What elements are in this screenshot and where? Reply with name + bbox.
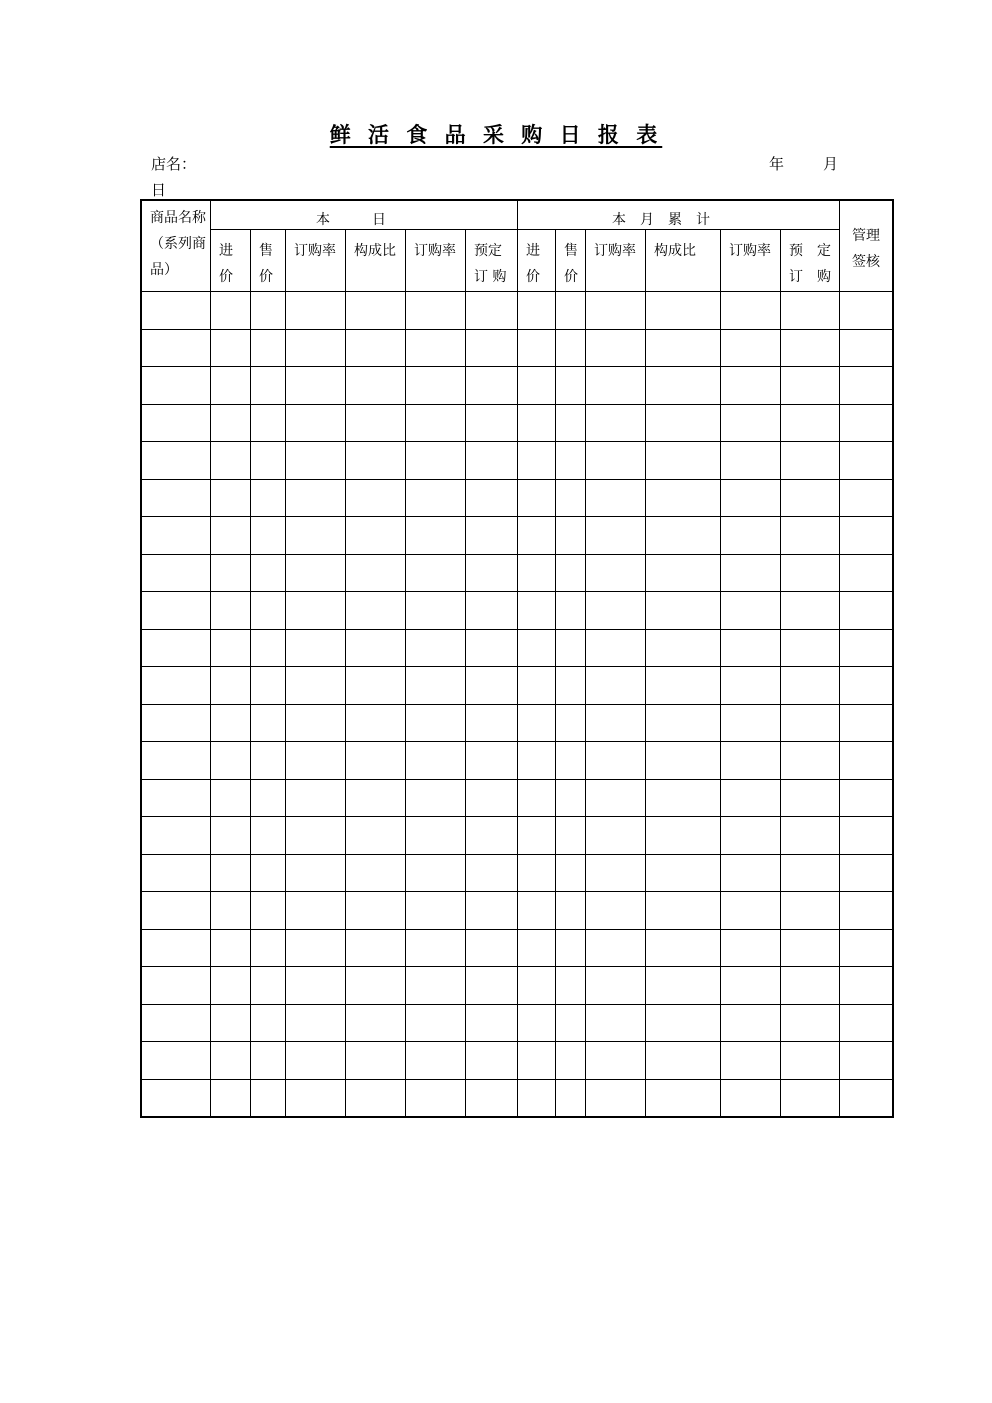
table-row — [140, 629, 894, 630]
column-divider — [285, 229, 286, 1118]
table-row — [140, 779, 894, 780]
purchase-report-table — [140, 199, 894, 1118]
month-col-header-2: 售 — [564, 243, 578, 259]
table-row — [140, 966, 894, 967]
year-label: 年 — [769, 155, 785, 173]
product-series-header: （系列商 — [150, 236, 206, 252]
month-col-header-2-line2: 价 — [564, 269, 578, 285]
today-col-header-4: 构成比 — [354, 243, 396, 259]
table-row — [140, 891, 894, 892]
page-title: 鲜 活 食 品 采 购 日 报 表 — [329, 123, 663, 147]
column-divider — [555, 229, 556, 1118]
column-divider — [345, 229, 346, 1118]
today-col-header-2-line2: 价 — [259, 269, 273, 285]
table-row — [140, 666, 894, 667]
month-col-header-3: 订购率 — [594, 243, 636, 259]
column-divider — [210, 199, 211, 1118]
today-col-header-6-line2: 订 购 — [474, 269, 507, 285]
table-row — [140, 366, 894, 367]
today-group-header: 本 日 — [316, 212, 386, 228]
month-label: 月 — [823, 155, 839, 173]
day-label: 日 — [151, 181, 167, 199]
table-row — [140, 404, 894, 405]
today-col-header-1: 进 — [219, 243, 233, 259]
month-col-header-1-line2: 价 — [526, 269, 540, 285]
month-col-header-4: 构成比 — [654, 243, 696, 259]
table-row — [140, 704, 894, 705]
table-row — [140, 1041, 894, 1042]
management-sign-header-2: 签核 — [852, 254, 880, 270]
month-cumulative-group-header: 本 月 累 计 — [612, 212, 710, 228]
month-col-header-6-line2: 订 购 — [789, 269, 831, 285]
table-row — [140, 291, 894, 292]
product-name-header: 商品名称 — [150, 210, 206, 226]
table-row — [140, 554, 894, 555]
column-divider — [465, 229, 466, 1118]
table-row — [140, 854, 894, 855]
month-col-header-6: 预 定 — [789, 243, 831, 259]
column-divider — [585, 229, 586, 1118]
today-col-header-2: 售 — [259, 243, 273, 259]
table-row — [140, 1079, 894, 1080]
column-divider — [645, 229, 646, 1118]
column-divider — [720, 229, 721, 1118]
column-divider — [780, 229, 781, 1118]
month-col-header-5: 订购率 — [729, 243, 771, 259]
table-row — [140, 329, 894, 330]
today-col-header-1-line2: 价 — [219, 269, 233, 285]
table-row — [140, 1004, 894, 1005]
table-row — [140, 929, 894, 930]
table-row — [140, 816, 894, 817]
table-row — [140, 741, 894, 742]
product-item-header: 品） — [150, 262, 178, 278]
group-divider — [517, 199, 518, 1118]
column-divider — [839, 199, 840, 1118]
month-col-header-1: 进 — [526, 243, 540, 259]
today-col-header-5: 订购率 — [414, 243, 456, 259]
management-sign-header-1: 管理 — [852, 228, 880, 244]
table-row — [140, 441, 894, 442]
table-row — [140, 516, 894, 517]
table-row — [140, 591, 894, 592]
today-col-header-3: 订购率 — [294, 243, 336, 259]
group-header-rule — [210, 229, 839, 230]
today-col-header-6: 预定 — [474, 243, 502, 259]
column-divider — [405, 229, 406, 1118]
table-row — [140, 479, 894, 480]
shop-name-label: 店名： — [151, 155, 197, 173]
column-divider — [250, 229, 251, 1118]
